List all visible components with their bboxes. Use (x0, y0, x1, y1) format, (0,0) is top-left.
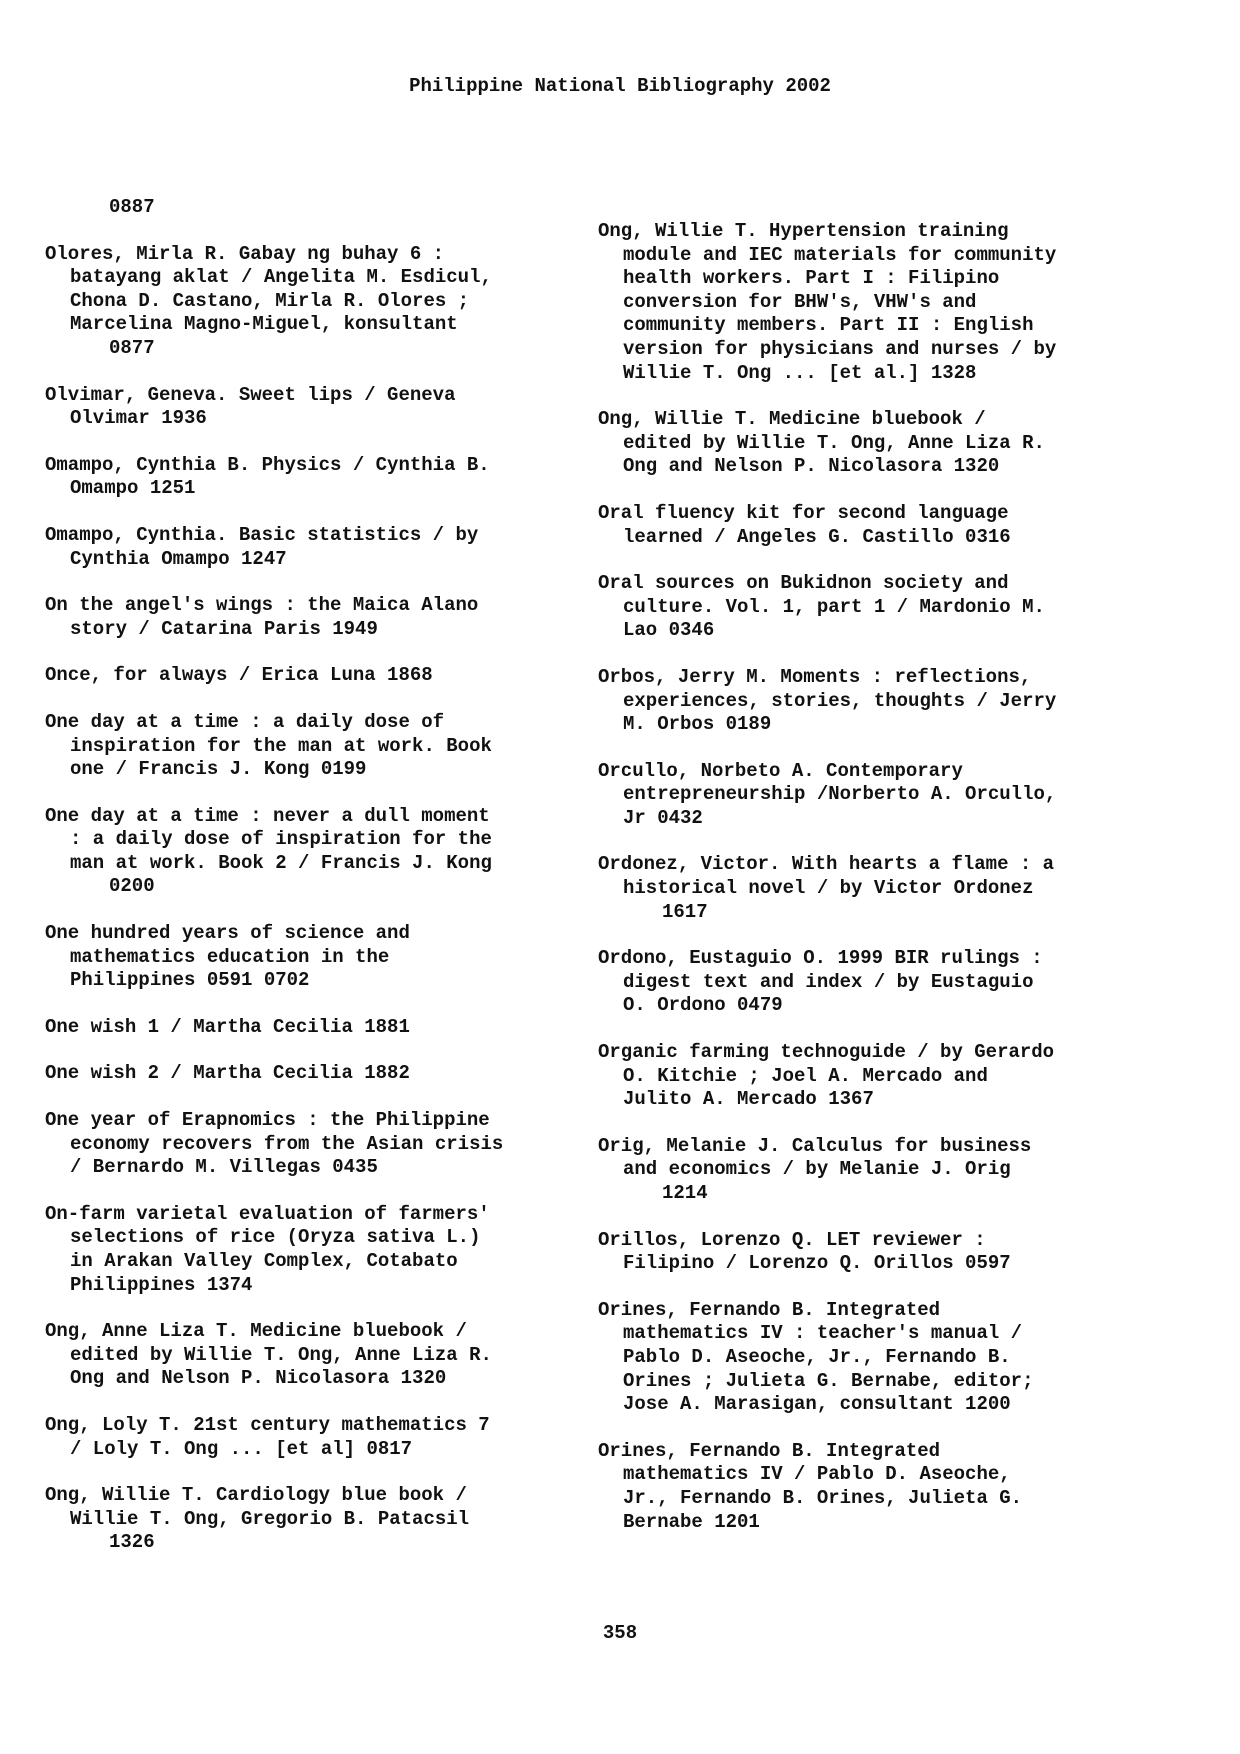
bibliography-entry (45, 1203, 565, 1297)
entry-line: Ordono, Eustaguio O. 1999 BIR rulings : (598, 947, 1043, 970)
bibliography-entry (598, 1229, 1118, 1276)
bibliography-entry (598, 853, 1118, 924)
entry-line: O. Kitchie ; Joel A. Mercado and (623, 1064, 988, 1087)
entry-line: Pablo D. Aseoche, Jr., Fernando B. (623, 1345, 1011, 1368)
entry-line: Jr., Fernando B. Orines, Julieta G. (623, 1486, 1023, 1509)
entry-line: story / Catarina Paris 1949 (70, 617, 378, 640)
bibliography-entry (45, 594, 565, 641)
entry-line: Orillos, Lorenzo Q. LET reviewer : (598, 1228, 986, 1251)
bibliography-entry (598, 220, 1118, 385)
entry-line: conversion for BHW's, VHW's and (623, 290, 977, 313)
entry-line: and economics / by Melanie J. Orig (623, 1158, 1011, 1181)
bibliography-entry (598, 760, 1118, 831)
bibliography-entry (598, 1041, 1118, 1112)
entry-line: One wish 1 / Martha Cecilia 1881 (45, 1015, 410, 1038)
bibliography-entry (45, 384, 565, 431)
bibliography-entry (45, 1484, 565, 1555)
entry-line: On the angel's wings : the Maica Alano (45, 594, 479, 617)
bibliography-entry (45, 711, 565, 782)
entry-line: Philippines 1374 (70, 1273, 253, 1296)
entry-line: One day at a time : a daily dose of (45, 710, 445, 733)
entry-line: Olores, Mirla R. Gabay ng buhay 6 : (45, 242, 445, 265)
bibliography-entry (45, 922, 565, 993)
bibliography-entry (598, 572, 1118, 643)
entry-line: Jose A. Marasigan, consultant 1200 (623, 1393, 1011, 1416)
entry-line: inspiration for the man at work. Book (70, 734, 492, 757)
entry-line: Organic farming technoguide / by Gerardo (598, 1041, 1055, 1064)
entry-line: Oral fluency kit for second language (598, 501, 1009, 524)
entry-record-number: 0887 (109, 196, 155, 218)
bibliography-entry (45, 524, 565, 571)
page-number: 358 (602, 1622, 638, 1644)
entry-line: experiences, stories, thoughts / Jerry (623, 689, 1057, 712)
bibliography-entry (45, 1109, 565, 1180)
entry-line: Filipino / Lorenzo Q. Orillos 0597 (623, 1252, 1011, 1275)
entry-record-number: 0877 (109, 336, 155, 359)
entry-line: Jr 0432 (623, 806, 703, 829)
entry-line: Ong, Willie T. Cardiology blue book / (45, 1484, 467, 1507)
entry-line: O. Ordono 0479 (623, 994, 783, 1017)
entry-line: community members. Part II : English (623, 314, 1034, 337)
bibliography-entry (45, 243, 565, 361)
page-title: Philippine National Bibliography 2002 (409, 75, 831, 97)
entry-line: Ong and Nelson P. Nicolasora 1320 (70, 1367, 447, 1390)
left-column (45, 196, 565, 1578)
entry-line: Orig, Melanie J. Calculus for business (598, 1134, 1032, 1157)
bibliography-entry (598, 502, 1118, 549)
entry-line: Omampo 1251 (70, 477, 196, 500)
entry-line: Ong, Loly T. 21st century mathematics 7 (45, 1413, 490, 1436)
entry-line: / Loly T. Ong ... [et al] 0817 (70, 1437, 413, 1460)
entry-line: / Bernardo M. Villegas 0435 (70, 1156, 378, 1179)
entry-line: Once, for always / Erica Luna 1868 (45, 664, 433, 687)
entry-line: Olvimar, Geneva. Sweet lips / Geneva (45, 383, 456, 406)
entry-line: One year of Erapnomics : the Philippine (45, 1109, 490, 1132)
entry-line: batayang aklat / Angelita M. Esdicul, (70, 266, 492, 289)
entry-line: Ong, Willie T. Hypertension training (598, 220, 1009, 242)
entry-line: One hundred years of science and (45, 922, 410, 945)
bibliography-entry (598, 1135, 1118, 1206)
entry-line: Lao 0346 (623, 619, 715, 642)
entry-line: mathematics IV : teacher's manual / (623, 1322, 1023, 1345)
entry-line: Ong and Nelson P. Nicolasora 1320 (623, 455, 1000, 478)
entry-record-number: 0200 (109, 875, 155, 898)
entry-record-number: 1214 (662, 1182, 708, 1204)
entry-line: culture. Vol. 1, part 1 / Mardonio M. (623, 595, 1045, 618)
entry-line: One day at a time : never a dull moment (45, 804, 490, 827)
entry-line: Ong, Willie T. Medicine bluebook / (598, 408, 986, 431)
entry-line: Bernabe 1201 (623, 1510, 760, 1533)
entry-line: entrepreneurship /Norberto A. Orcullo, (623, 783, 1057, 806)
bibliography-entry (45, 196, 565, 220)
bibliography-entry (598, 1440, 1118, 1534)
bibliography-entry (598, 947, 1118, 1018)
entry-line: in Arakan Valley Complex, Cotabato (70, 1250, 458, 1272)
bibliography-entry (45, 805, 565, 899)
entry-line: Marcelina Magno-Miguel, konsultant (70, 313, 458, 336)
entry-record-number: 1326 (109, 1531, 155, 1554)
bibliography-entry (45, 1062, 565, 1086)
bibliography-entry (45, 1320, 565, 1391)
entry-line: health workers. Part I : Filipino (623, 267, 1000, 290)
entry-line: selections of rice (Oryza sativa L.) (70, 1226, 481, 1249)
entry-line: Chona D. Castano, Mirla R. Olores ; (70, 289, 470, 312)
entry-line: module and IEC materials for community (623, 243, 1057, 266)
entry-line: version for physicians and nurses / by (623, 337, 1057, 360)
bibliography-entry (45, 664, 565, 688)
entry-line: mathematics education in the (70, 945, 390, 968)
entry-line: Ordonez, Victor. With hearts a flame : a (598, 853, 1055, 876)
bibliography-entry (598, 666, 1118, 737)
entry-line: On-farm varietal evaluation of farmers' (45, 1202, 490, 1225)
entry-line: Cynthia Omampo 1247 (70, 547, 287, 570)
entry-line: One wish 2 / Martha Cecilia 1882 (45, 1062, 410, 1085)
entry-line: Orbos, Jerry M. Moments : reflections, (598, 665, 1032, 688)
bibliography-entry (45, 454, 565, 501)
entry-line: : a daily dose of inspiration for the (70, 828, 492, 851)
entry-line: Julito A. Mercado 1367 (623, 1088, 874, 1111)
entry-line: Willie T. Ong, Gregorio B. Patacsil (70, 1507, 470, 1530)
entry-record-number: 1617 (662, 900, 708, 923)
entry-line: Willie T. Ong ... [et al.] 1328 (623, 361, 977, 384)
entry-line: Orines ; Julieta G. Bernabe, editor; (623, 1369, 1034, 1392)
bibliography-entry (45, 1016, 565, 1040)
entry-line: Omampo, Cynthia. Basic statistics / by (45, 523, 479, 546)
entry-line: edited by Willie T. Ong, Anne Liza R. (70, 1343, 492, 1366)
entry-line: mathematics IV / Pablo D. Aseoche, (623, 1463, 1011, 1486)
entry-line: Orines, Fernando B. Integrated (598, 1298, 941, 1321)
entry-line: Oral sources on Bukidnon society and (598, 572, 1009, 595)
bibliography-entry (45, 1414, 565, 1461)
entry-line: Orcullo, Norbeto A. Contemporary (598, 759, 963, 782)
entry-line: edited by Willie T. Ong, Anne Liza R. (623, 431, 1045, 454)
entry-line: Orines, Fernando B. Integrated (598, 1439, 941, 1462)
entry-line: digest text and index / by Eustaguio (623, 970, 1034, 993)
entry-line: one / Francis J. Kong 0199 (70, 758, 367, 781)
bibliography-entry (598, 1299, 1118, 1417)
entry-line: learned / Angeles G. Castillo 0316 (623, 525, 1011, 548)
entry-line: Philippines 0591 0702 (70, 969, 310, 992)
entry-line: economy recovers from the Asian crisis (70, 1132, 504, 1155)
entry-line: historical novel / by Victor Ordonez (623, 877, 1034, 900)
entry-line: M. Orbos 0189 (623, 713, 772, 736)
bibliography-entry (598, 408, 1118, 479)
entry-line: man at work. Book 2 / Francis J. Kong (70, 851, 492, 874)
entry-line: Olvimar 1936 (70, 407, 207, 430)
entry-line: Omampo, Cynthia B. Physics / Cynthia B. (45, 453, 490, 476)
entry-line: Ong, Anne Liza T. Medicine bluebook / (45, 1320, 467, 1343)
right-column (598, 220, 1118, 1557)
